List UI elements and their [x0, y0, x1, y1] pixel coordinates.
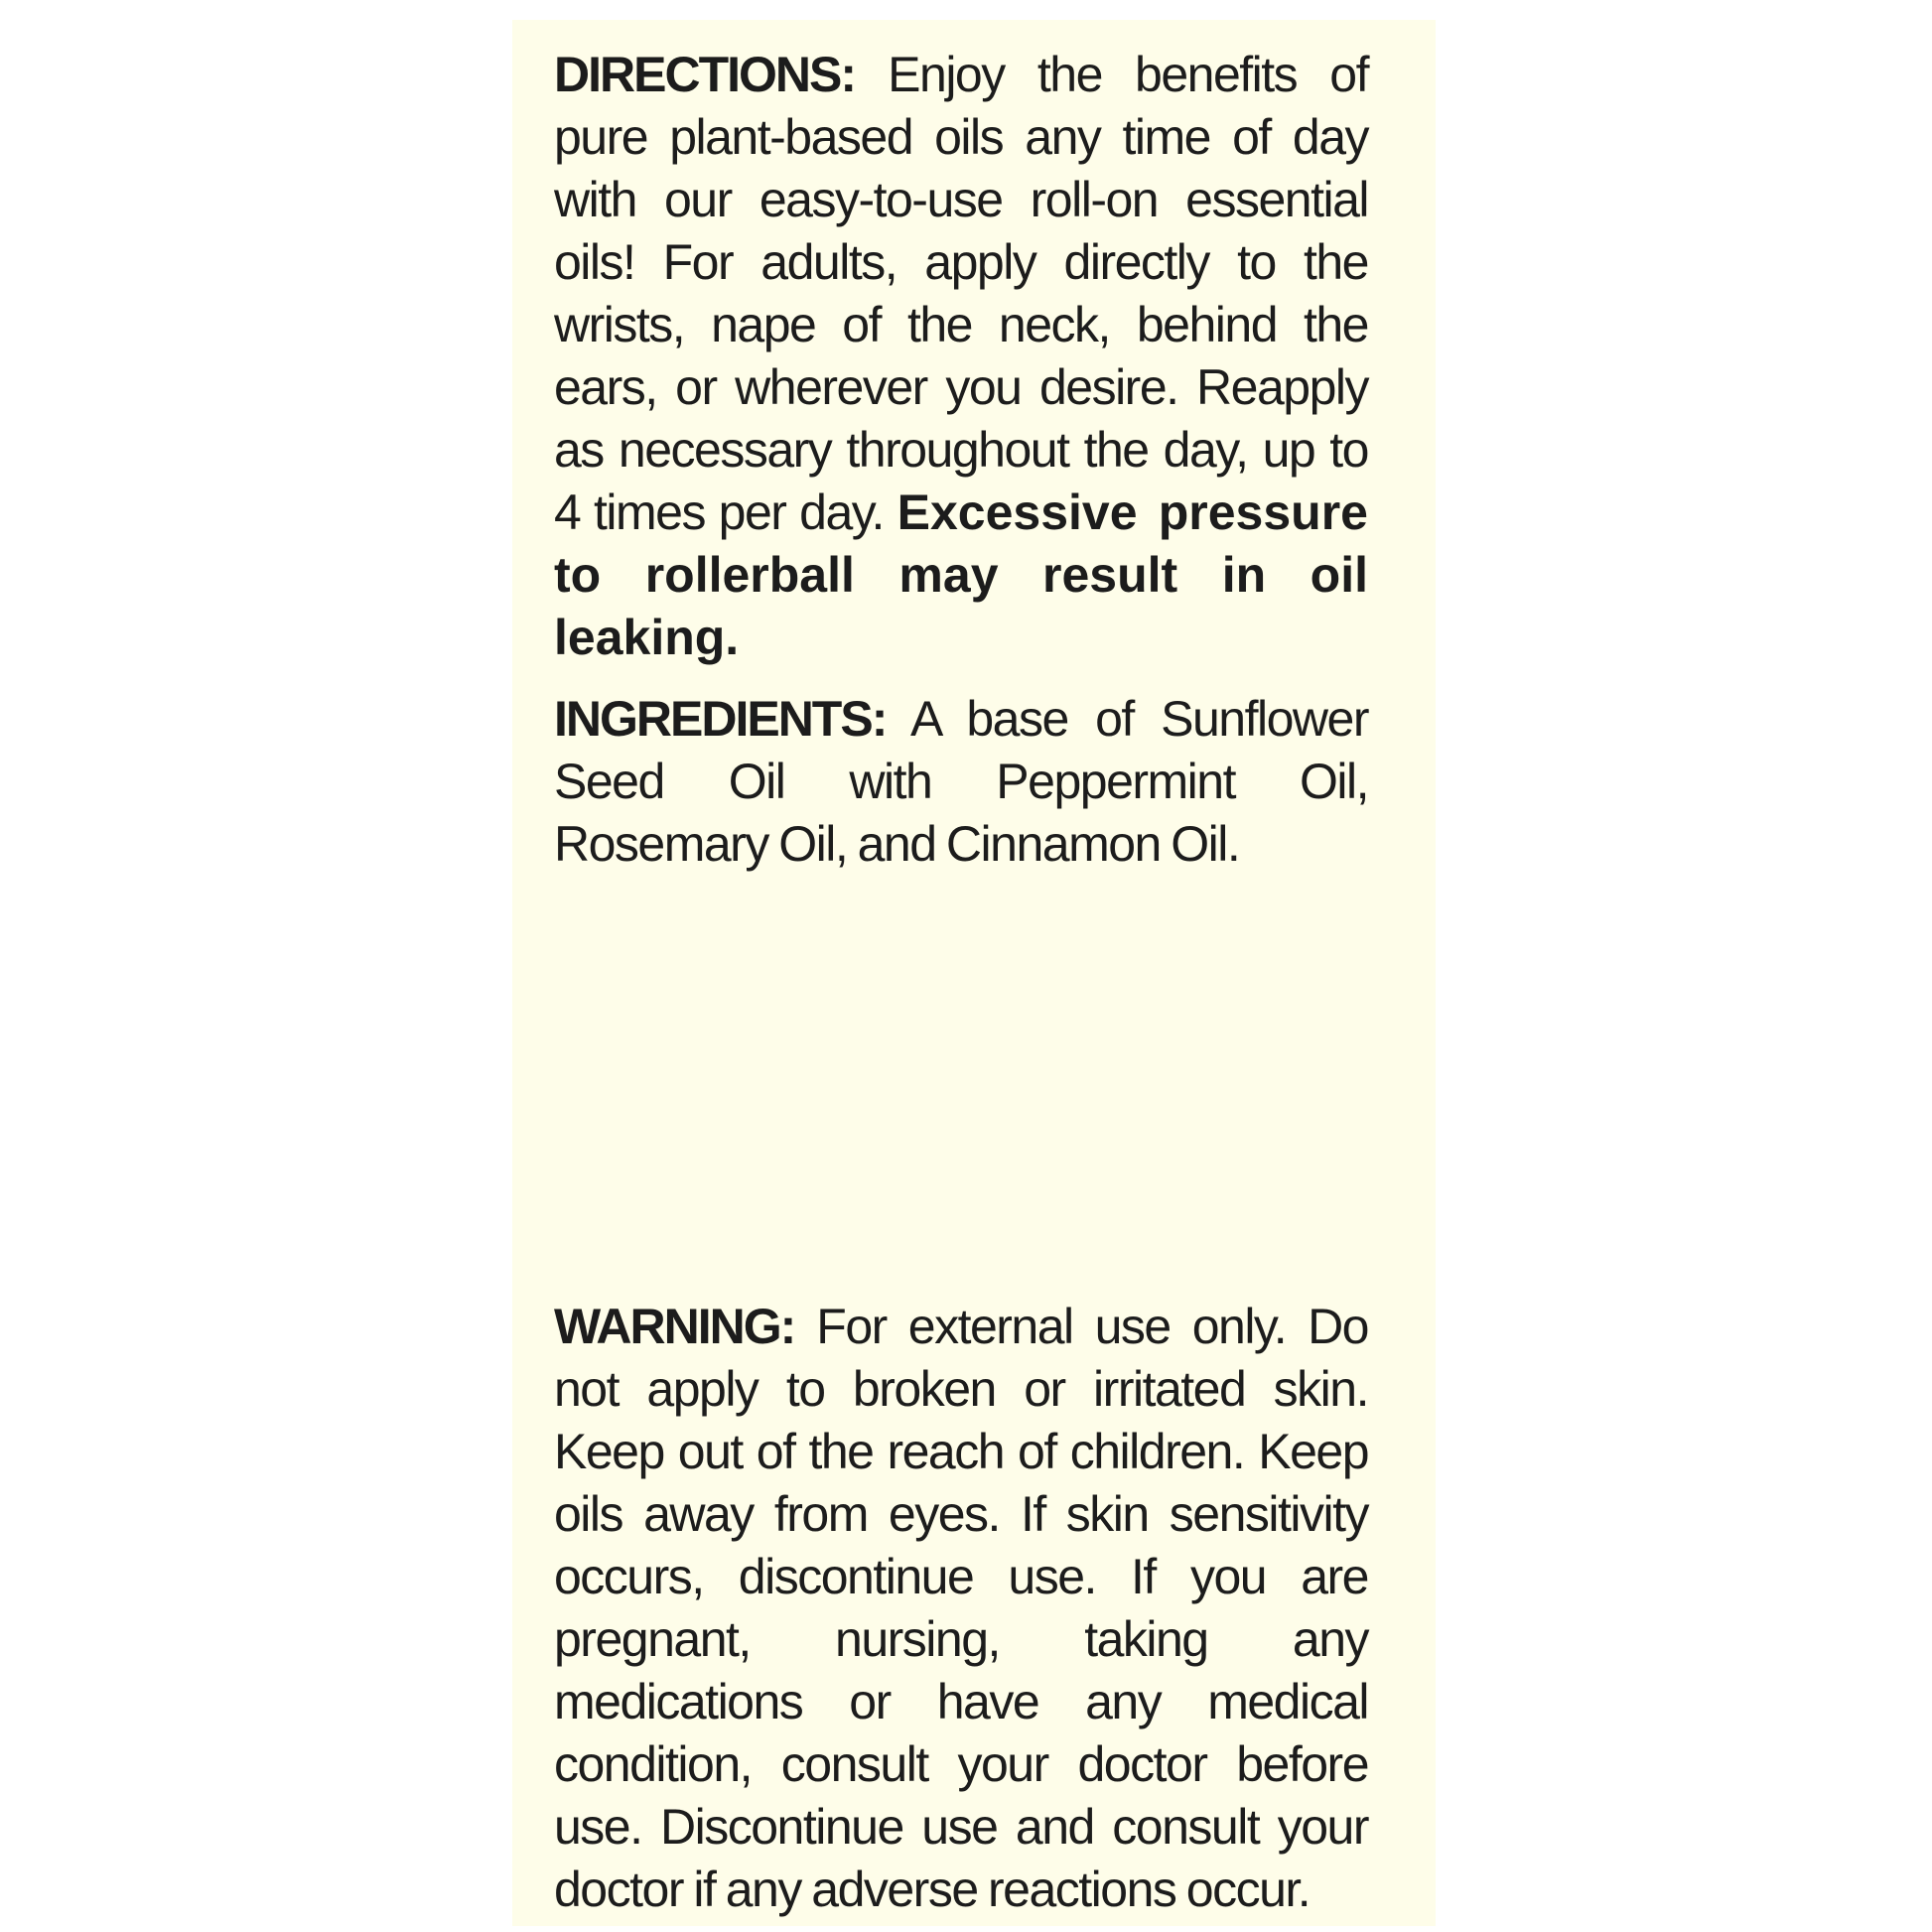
directions-section [554, 44, 1368, 669]
warning-body: For external use only. Do not apply to broken or irritated skin. Keep out of the reach of children. Keep oils away from eyes. If skin sensitivity occurs, discontinue use. If you are pregnant, nursing, taking any medications or have any medical condition, consult your doctor before use. Discontinue use and consult your doctor if any adverse reactions occur. [554, 1299, 1368, 1917]
rollerball-warning: Excessive pressure to rollerball may result in oil leaking. [554, 484, 1368, 665]
ingredients-body: A base of Sunflower Seed Oil with Peppermint Oil, Rosemary Oil, and Cinnamon Oil. [554, 691, 1368, 872]
ingredients-heading: INGREDIENTS: [554, 691, 887, 747]
product-label-panel [512, 20, 1436, 1926]
warning-section [554, 1296, 1368, 1921]
warning-heading: WARNING: [554, 1299, 795, 1354]
directions-heading: DIRECTIONS: [554, 47, 855, 102]
ingredients-section [554, 688, 1368, 876]
directions-body: Enjoy the benefits of pure plant-based oils any time of day with our easy-to-use roll-on essential oils! For adults, apply directly to the wrists, nape of the neck, behind the ears, or wherever you desire. Reapply as necessary throughout the day, up to 4 times per day. [554, 47, 1368, 540]
